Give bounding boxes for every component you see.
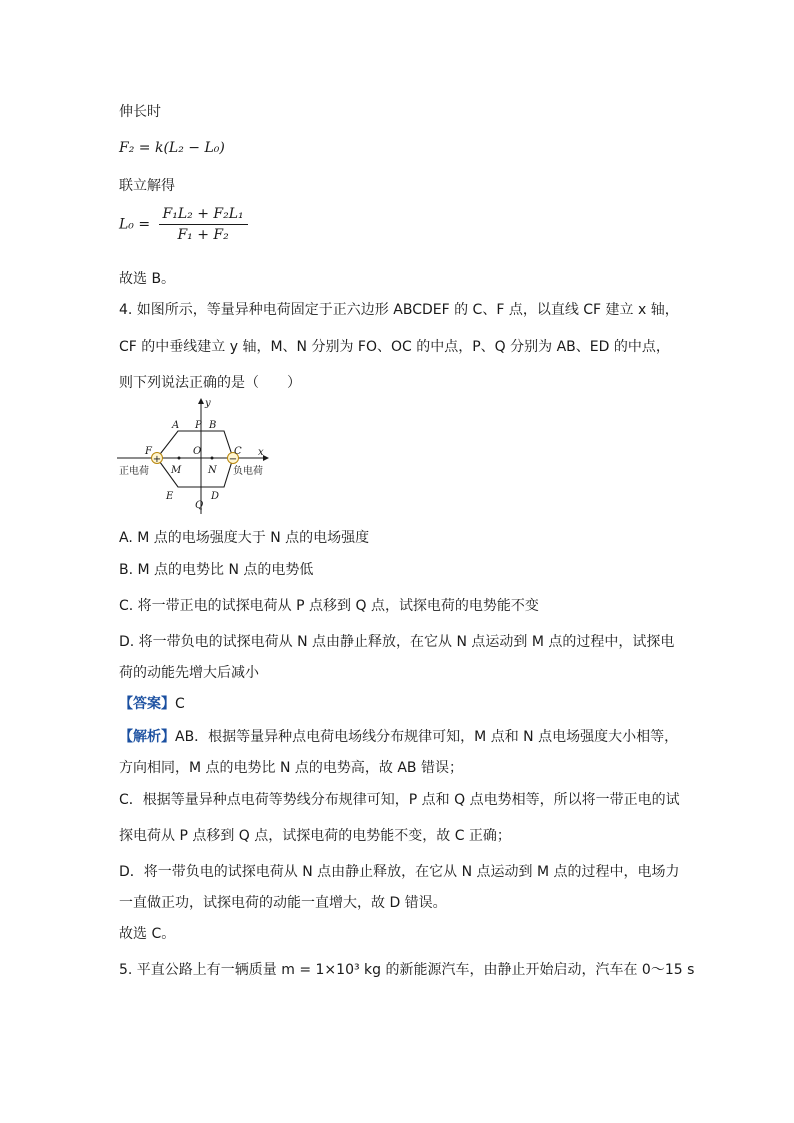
point-n xyxy=(211,457,214,460)
analysis-line: 探电荷从 P 点移到 Q 点，试探电荷的电势能不变，故 C 正确； xyxy=(119,828,511,844)
plus-sign: + xyxy=(152,454,162,465)
option-d-continued: 荷的动能先增大后减小 xyxy=(119,665,259,681)
label-p: P xyxy=(195,420,202,431)
analysis-tag: 【解析】 xyxy=(119,729,175,745)
label-m: M xyxy=(171,465,182,476)
label-positive-charge: 正电荷 xyxy=(119,466,149,477)
label-c: C xyxy=(234,446,242,457)
analysis-line: D．将一带负电的试探电荷从 N 点由静止释放，在它从 N 点运动到 M 点的过程中，电场力 xyxy=(119,864,680,880)
analysis-line: C．根据等量异种点电荷等势线分布规律可知，P 点和 Q 点电势相等，所以将一带正电的试 xyxy=(119,792,680,808)
x-axis-arrow xyxy=(263,455,269,461)
option-b: B. M 点的电势比 N 点的电势低 xyxy=(119,562,314,578)
formula-lhs: L₀ = xyxy=(119,216,151,233)
label-f: F xyxy=(145,446,152,457)
label-e: E xyxy=(166,491,174,502)
hexagon xyxy=(157,431,233,487)
fraction xyxy=(159,206,248,243)
final-answer: 故选 C。 xyxy=(119,926,176,942)
point-m xyxy=(178,457,181,460)
label-d: D xyxy=(211,491,220,502)
label-q: Q xyxy=(195,500,204,511)
option-c: C. 将一带正电的试探电荷从 P 点移到 Q 点，试探电荷的电势能不变 xyxy=(119,598,539,614)
label-y: y xyxy=(205,398,211,409)
label-o: O xyxy=(193,446,202,457)
label-n: N xyxy=(208,465,217,476)
option-d: D. 将一带负电的试探电荷从 N 点由静止释放，在它从 N 点运动到 M 点的过程中，试探电 xyxy=(119,634,675,650)
fraction-numerator: F₁L₂ + F₂L₁ xyxy=(159,206,248,225)
option-a: A. M 点的电场强度大于 N 点的电场强度 xyxy=(119,530,370,546)
question-stem: CF 的中垂线建立 y 轴，M、N 分别为 FO、OC 的中点，P、Q 分别为 AB、ED 的中点， xyxy=(119,339,670,355)
text-line: 伸长时 xyxy=(119,104,161,120)
analysis-line xyxy=(119,727,678,747)
text-line: 联立解得 xyxy=(119,178,175,194)
answer-tag: 【答案】 xyxy=(119,696,175,712)
label-a: A xyxy=(172,420,180,431)
label-b: B xyxy=(209,420,217,431)
label-x: x xyxy=(258,447,264,458)
question-stem: 5. 平直公路上有一辆质量 m = 1×10³ kg 的新能源汽车，由静止开始启动，汽车在 0～15 s xyxy=(119,962,695,978)
answer-line xyxy=(119,694,185,714)
y-axis-arrow xyxy=(198,398,204,404)
analysis-line: 一直做正功，试探电荷的动能一直增大，故 D 错误。 xyxy=(119,895,447,911)
fraction-denominator: F₁ + F₂ xyxy=(177,227,229,243)
question-stem: 4. 如图所示，等量异种电荷固定于正六边形 ABCDEF 的 C、F 点，以直线 CF 建立 x 轴， xyxy=(119,302,679,318)
hexagon-diagram xyxy=(117,396,277,516)
analysis-text: AB．根据等量异种点电荷电场线分布规律可知，M 点和 N 点电场强度大小相等， xyxy=(175,729,679,745)
answer-line: 故选 B。 xyxy=(119,271,176,287)
label-negative-charge: 负电荷 xyxy=(233,466,263,477)
question-stem: 则下列说法正确的是（ ） xyxy=(119,375,301,391)
formula-f2: F₂ = k(L₂ − L₀) xyxy=(119,140,225,156)
formula-l0 xyxy=(119,206,248,243)
answer-value: C xyxy=(175,696,185,712)
minus-sign: − xyxy=(228,454,238,465)
analysis-line: 方向相同，M 点的电势比 N 点的电势高，故 AB 错误； xyxy=(119,760,463,776)
